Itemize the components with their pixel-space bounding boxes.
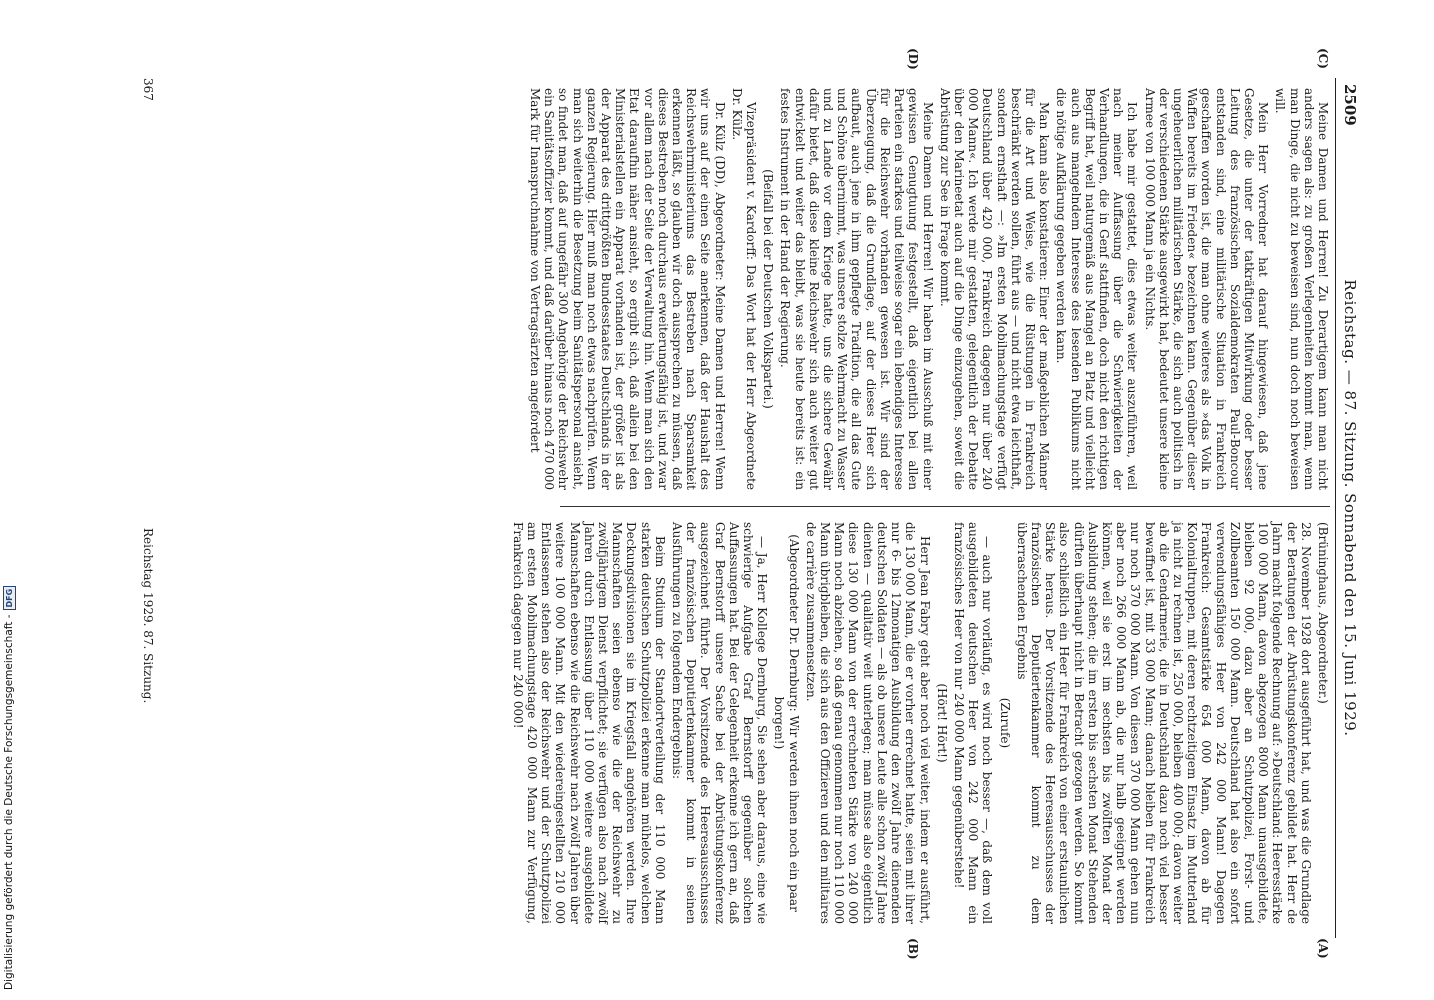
paragraph: Mein Herr Vorredner hat darauf hingewiesen, daß jene Gesetze, die unter der tatkräftigen Mitwirkung oder besser Leitung des französischen Sozialdemokraten Paul-Boncour entstanden sind, eine militärische Situation in Frankreich geschaffen worden ist, die man ohne weiteres als »das Volk in Waffen bereits im Frieden« bezeichnen kann. Gegenüber dieser ungeheuerlichen militärischen Stärke, die sich auch politisch in der verschiedenen Stärke ausgewirkt hat, bedeutet unsere kleine Armee von 100 000 Mann ja ein Nichts.: [1142, 88, 1271, 490]
paragraph: — Ja, Herr Kollege Dernburg, Sie sehen aber daraus, eine wie schwierige Aufgabe Graf Bernstorff gegenüber solchen Auffassungen hat. Bei der Gelegenheit erkenne ich gern an, daß Graf Bernstorff unsere Sache bei der Abrüstungskonferenz ausgezeichnet führte. Der Vorsitzende des Heeresausschusses der französischen Deputiertenkammer kommt in seinen Ausführungen zu folgendem Endergebnis:: [670, 522, 770, 924]
paragraph: 28. November 1928 dort ausgeführt hat, und was die Grundlage der Beratungen der Abrüstungskonferenz gebildet hat. Herr de Jahrn macht folgende Rechnung auf: »Deutschland: Heeresstärke 100 000 Mann, davon abgezogen 8000 Mann unausgebildete, bleiben 92 000, dazu aber an Schutzpolizei, Forst- und Zollbeamten 150 000 Mann. Deutschland hat also ein sofort verwendungsfähiges Heer von 242 000 Mann! Dagegen Frankreich: Gesamtstärke 654 000 Mann, davon ab für Kolonialtruppen, mit deren rechtzeitigem Einsatz im Mutterland ja nicht zu rechnen ist, 250 000, bleiben 400 000; davon weiter ab die Gendarmerie, die in Deutschland dazu noch viel besser bewaffnet ist, mit 33 000 Mann; danach bleiben für Frankreich nur noch 370 000 Mann. Von diesen 370 000 Mann gehen nun aber noch 266 000 Mann ab, die nur halb geeignet werden können, weil sie erst im sechsten bis zwölften Monat der Ausbildung stehen; die im ersten bis sechsten Monat Stehenden dürften überhaupt nicht in Betracht gezogen werden. So kommt also schließlich ein Heer für Frankreich von einer erstaunlichen Stärke heraus. Der Vorsitzende des Heeresausschusses der französischen Deputiertenkammer kommt zu dem überraschenden Ergebnis: [1014, 522, 1313, 924]
paragraph: Meine Damen und Herren! Zu Derartigem kann man nicht anders sagen als: zu großen Verlegenheiten kommt man, wenn man Dinge, die nicht zu beweisen sind, nun doch noch beweisen will.: [1273, 88, 1330, 490]
paragraph: — auch nur vorläufig, es wird noch besser —, daß dem voll ausgebildeten deutschen Heer von 242 000 Mann ein französisches Heer von nur 240 000 Mann gegenüberstehe!: [951, 522, 995, 924]
speaker-line: (Brüninghaus, Abgeordneter.): [1316, 522, 1330, 704]
paragraph: Man kann also konstatieren: Einer der maßgeblichen Männer für die Art und Weise, wie die Rüstungen in Frankreich beschränkt werden sollen, führt aus — und nicht etwa leichthaft, sondern ernsthaft —: »Im ersten Mobilmachungstage verfügt Deutschland über 420 000, Frankreich dagegen nur über 240 000 Mann«. Ich werde mir gestatten, gelegentlich der Debatte über den Marineetat auch auf die Dinge einzugehen, soweit die Abrüstung zur See in Frage kommt.: [937, 88, 1052, 490]
paragraph: Herr Jean Fabry geht aber noch viel weiter, indem er ausführt, die 130 000 Mann, die er vorher errechnet hatte, seien mit ihrer nur 6- bis 12monatigen Ausbildung den zwölf Jahre dienenden deutschen Soldaten — als ob unsere Leute alle schon zwölf Jahre dienten — qualitativ weit unterlegen; man müsse also eigentlich diese 130 000 Mann von der errechneten Stärke von 240 000 Mann noch abziehen, so daß genau genommen nur noch 110 000 Mann übrigbleiben, die sich aus den Offizieren und den militaires de carrière zusammensetzen.: [803, 522, 932, 924]
footer-sitting: Reichstag 1929. 87. Sitzung.: [141, 528, 155, 704]
applause-note: (Beifall bei der Deutschen Volkspartei.): [761, 169, 776, 409]
paragraph: Meine Damen und Herren! Wir haben im Ausschuß mit einer gewissen Genugtuung festgestellt, daß eigentlich bei allen Parteien ein starkes und teilweise sogar ein lebendiges Interesse für die Reichswehr vorhanden gewesen ist. Wir sind der Überzeugung, daß die Grundlage, auf der dieses Heer sich aufbaut, auch jene in ihm gepflegte Tradition, die all das Gute und Schöne übernimmt, was unsere stolze Wehrmacht zu Wasser und zu Lande vor dem Kriege hatte, uns die sichere Gewähr dafür bietet, daß diese kleine Reichswehr sich auch weiter gut entwickelt und weiter das bleibt, was sie heute bereits ist: ein festes Instrument in der Hand der Regierung.: [778, 88, 935, 490]
margin-marker-a: (A): [1316, 938, 1330, 959]
paragraph: Dr. Külz (DD), Abgeordneter: Meine Damen und Herren! Wenn wir uns auf der einen Seite anerkennen, daß der Haushalt des Reichswehrministeriums das Bestreben nach Sparsamkeit erkennen läßt, so glauben wir doch aussprechen zu müssen, daß dieses Bestreben noch durchaus erweiterungsfähig ist, und zwar vor allem nach der Seite der Verwaltung hin. Wenn man sich den Etat daraufhin näher ansieht, so ergibt sich, daß allein bei den Ministerialstellen ein Apparat vorhanden ist, der größer ist als der Apparat des drittgrößten Bundesstaates Deutschlands in der ganzen Regierung. Hier muß man noch etwas nachprüfen. Wenn man sich weiterhin die Besetzung beim Sanitätspersonal ansieht, so findet man, daß auf ungefähr 300 Angehörige der Reichswehr ein Sanitätsoffizier kommt, und daß darüber hinaus noch 470 000 Mark für Inanspruchnahme von Vertragsärzten angefordert: [528, 88, 727, 490]
paragraph: Vizepräsident v. Kardorff: Das Wort hat der Herr Abgeordnete Dr. Külz.: [729, 88, 759, 490]
paragraph: Beim Studium der Standortverteilung der 110 000 Mann starken deutschen Schutzpolizei erkenne man mühelos, welchen Deckungsdivisionen sie im Kriegsfall angehören werden. Ihre Mannschaften seien ebenso wie die der Reichswehr zu zwölfjährigem Dienst verpflichtet; sie verfügen also nach zwölf Jahren durch Entlassung über 110 000 weitere ausgebildete Mannschaften ebenso wie die Reichswehr nach zwölf Jahren über weitere 100 000 Mann. Mit den wiedereingestellten 210 000 Entlassenen stehen also der Reichswehr und der Schutzpolizei am ersten Mobilmachungstage 420 000 Mann zur Verfügung, Frankreich dagegen nur 240 000!: [510, 522, 667, 924]
rotated-document-page: [120, 48, 1360, 960]
interjection: (Hört! Hört!): [934, 683, 949, 763]
footer-code: 367: [141, 78, 155, 101]
column-left: [525, 88, 1330, 490]
credit-text: Digitalisierung gefördert durch die Deutsche Forschungsgemeinschaft -: [3, 614, 15, 990]
column-right: [508, 522, 1330, 924]
digitization-credit: [0, 0, 18, 990]
interjection: (Zurufe): [997, 697, 1012, 749]
column-divider: [560, 506, 1330, 507]
page-title: Reichstag. — 87. Sitzung. Sonnabend den 15. Juni 1929.: [1341, 279, 1359, 737]
margin-marker-c: (C): [1316, 48, 1330, 69]
page-header: [1335, 78, 1360, 938]
dfg-logo: DFG: [3, 586, 16, 611]
margin-marker-d: (D): [906, 48, 920, 70]
margin-marker-b: (B): [906, 938, 920, 960]
page-number: 2509: [1341, 84, 1359, 126]
interjection: (Abgeordneter Dr. Dernburg: Wir werden ihnen noch ein paar borgen!): [772, 534, 801, 912]
paragraph: Ich habe mir gestattet, dies etwas weiter auszuführen, weil nach meiner Auffassung über die Schwierigkeiten der Verhandlungen, die in Genf stattfinden, doch nicht den richtigen Begriff hat, weil naturgemäß aus Mangel an Platz und vielleicht auch aus mangelndem Interesse des lesenden Publikums nicht die nötige Aufklärung gegeben werden kann.: [1054, 88, 1140, 490]
